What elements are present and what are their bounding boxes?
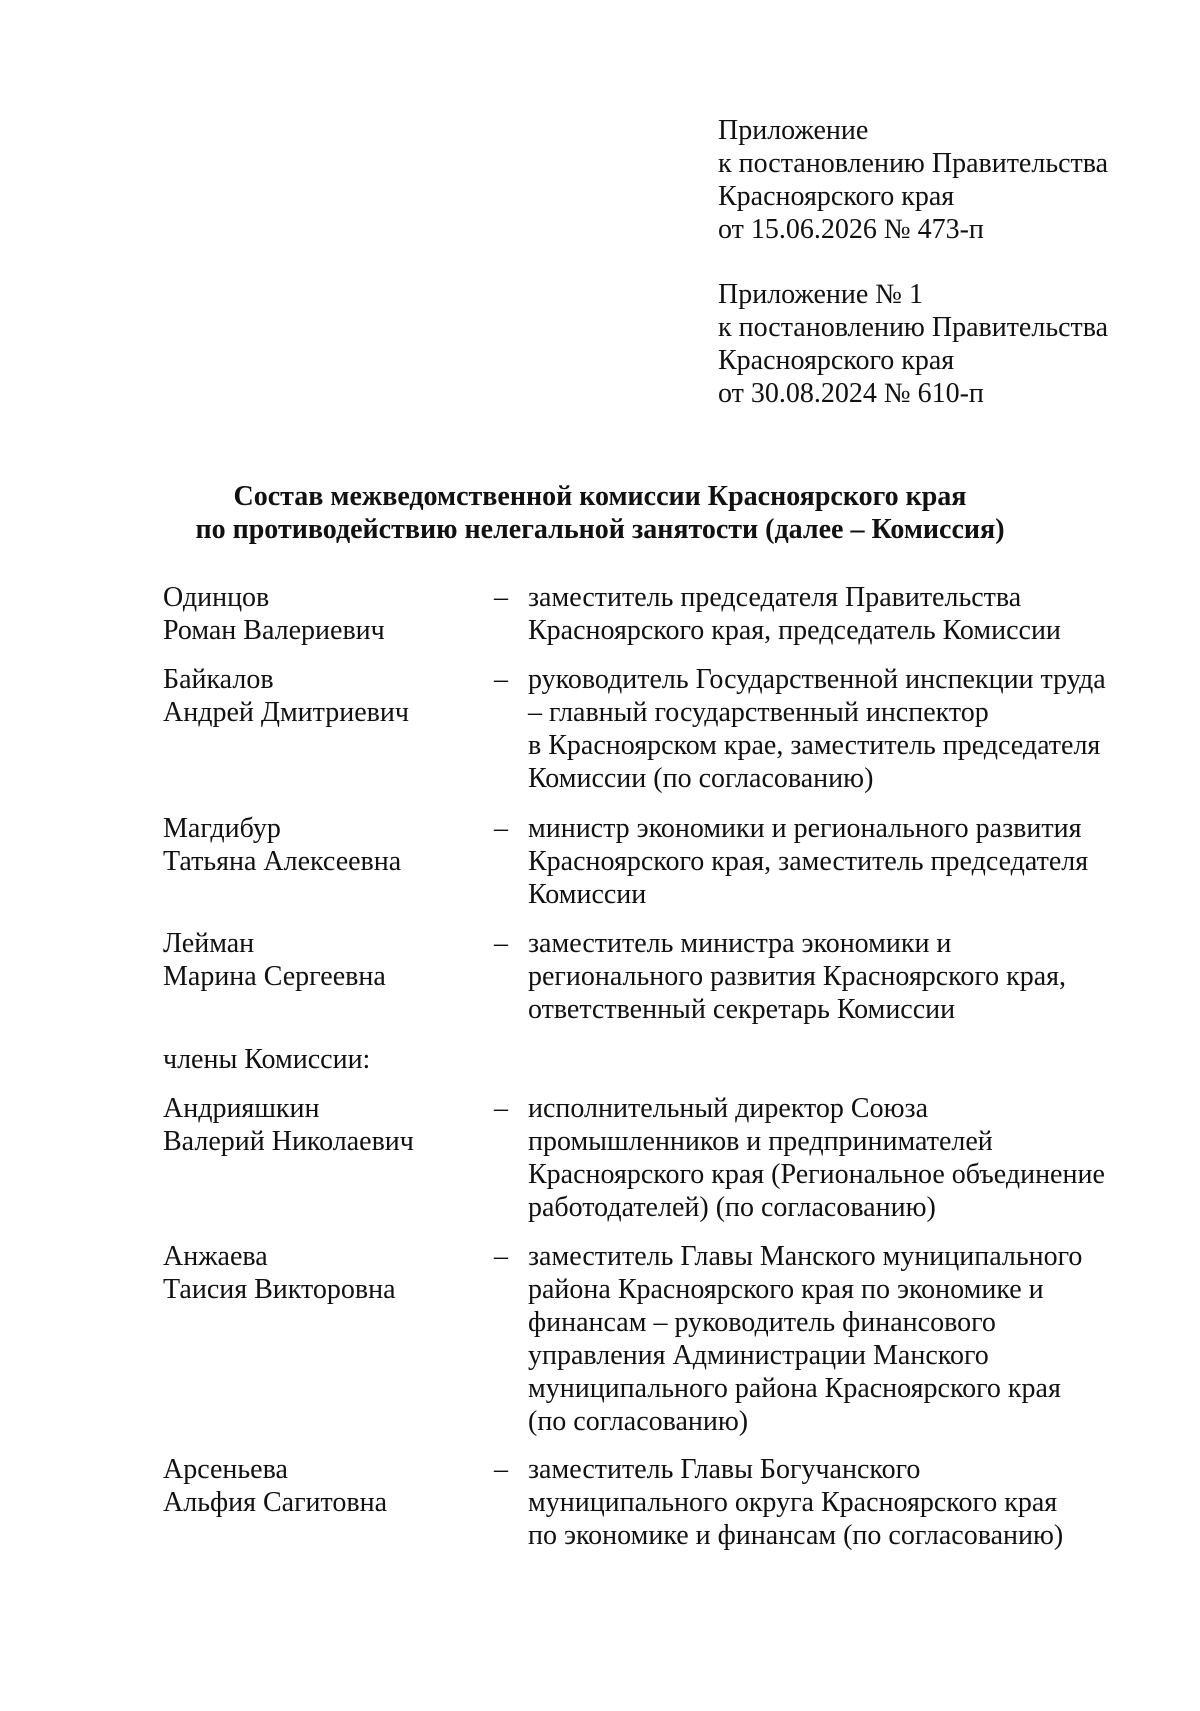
role-line: муниципального района Красноярского края <box>528 1373 1061 1404</box>
dash-separator: – <box>494 1454 508 1485</box>
member-name <box>163 1092 463 1158</box>
role-line: министр экономики и регионального развития <box>528 813 1082 844</box>
role-line: исполнительный директор Союза <box>528 1093 928 1124</box>
title-line-1: Состав межведомственной комиссии Красноярского края <box>233 481 967 512</box>
appendix-current <box>718 114 1108 246</box>
role-line: заместитель Главы Манского муниципального <box>528 1241 1083 1272</box>
dash-separator: – <box>494 582 508 613</box>
role-line: заместитель Главы Богучанского <box>528 1454 921 1485</box>
appendix-date-line: от 15.06.2026 № 473-п <box>718 214 984 245</box>
role-line: (по согласованию) <box>528 1406 749 1437</box>
member-role <box>528 663 1128 795</box>
appendix-line: Красноярского края <box>718 181 955 212</box>
dash-separator: – <box>494 1241 508 1272</box>
role-line: района Красноярского края по экономике и <box>528 1274 1044 1305</box>
appendix-previous <box>718 278 1108 410</box>
appendix-line: к постановлению Правительства <box>718 312 1109 343</box>
role-line: по экономике и финансам (по согласованию) <box>528 1520 1064 1551</box>
role-line: заместитель министра экономики и <box>528 928 952 959</box>
title-line-2: по противодействию нелегальной занятости (далее – Комиссия) <box>195 514 1005 545</box>
member-name <box>163 581 463 647</box>
member-role <box>528 812 1128 911</box>
role-line: ответственный секретарь Комиссии <box>528 994 956 1025</box>
dash-separator: – <box>494 1093 508 1124</box>
member-role <box>528 1092 1128 1224</box>
member-surname: Арсеньева <box>163 1454 288 1485</box>
role-line: управления Администрации Манского <box>528 1340 989 1371</box>
role-line: заместитель председателя Правительства <box>528 582 1022 613</box>
role-line: Красноярского края (Региональное объединение <box>528 1159 1105 1190</box>
role-line: Комиссии <box>528 879 647 910</box>
dash-separator: – <box>494 928 508 959</box>
role-line: Красноярского края, заместитель председателя <box>528 846 1089 877</box>
member-name <box>163 812 463 878</box>
member-given-name: Роман Валериевич <box>163 615 385 646</box>
member-given-name: Андрей Дмитриевич <box>163 697 409 728</box>
role-line: руководитель Государственной инспекции труда <box>528 664 1106 695</box>
role-line: работодателей) (по согласованию) <box>528 1192 936 1223</box>
member-name <box>163 927 463 993</box>
member-name <box>163 1240 463 1306</box>
member-surname: Анжаева <box>163 1241 268 1272</box>
member-surname: Лейман <box>163 928 255 959</box>
member-surname: Байкалов <box>163 664 274 695</box>
member-role <box>528 927 1128 1026</box>
member-role <box>528 581 1128 647</box>
member-given-name: Татьяна Алексеевна <box>163 846 402 877</box>
role-line: Комиссии (по согласованию) <box>528 763 874 794</box>
appendix-line: к постановлению Правительства <box>718 148 1109 179</box>
member-name <box>163 663 463 729</box>
member-role <box>528 1240 1128 1438</box>
member-role <box>528 1453 1128 1552</box>
appendix-line: Красноярского края <box>718 345 955 376</box>
role-line: промышленников и предпринимателей <box>528 1126 993 1157</box>
role-line: финансам – руководитель финансового <box>528 1307 996 1338</box>
role-line: в Красноярском крае, заместитель председателя <box>528 730 1101 761</box>
member-name <box>163 1453 463 1519</box>
member-given-name: Валерий Николаевич <box>163 1126 414 1157</box>
dash-separator: – <box>494 813 508 844</box>
role-line: Красноярского края, председатель Комиссии <box>528 615 1061 646</box>
role-line: – главный государственный инспектор <box>528 697 989 728</box>
role-line: регионального развития Красноярского края, <box>528 961 1067 992</box>
member-given-name: Таисия Викторовна <box>163 1274 396 1305</box>
member-given-name: Альфия Сагитовна <box>163 1487 388 1518</box>
member-surname: Магдибур <box>163 813 281 844</box>
appendix-date-line: от 30.08.2024 № 610-п <box>718 378 984 409</box>
dash-separator: – <box>494 664 508 695</box>
appendix-line: Приложение <box>718 115 869 146</box>
member-surname: Одинцов <box>163 582 270 613</box>
document-title <box>0 480 1200 546</box>
members-section-label: члены Комиссии: <box>163 1044 371 1075</box>
member-given-name: Марина Сергеевна <box>163 961 386 992</box>
appendix-line: Приложение № 1 <box>718 279 923 310</box>
member-surname: Андрияшкин <box>163 1093 320 1124</box>
role-line: муниципального округа Красноярского края <box>528 1487 1058 1518</box>
